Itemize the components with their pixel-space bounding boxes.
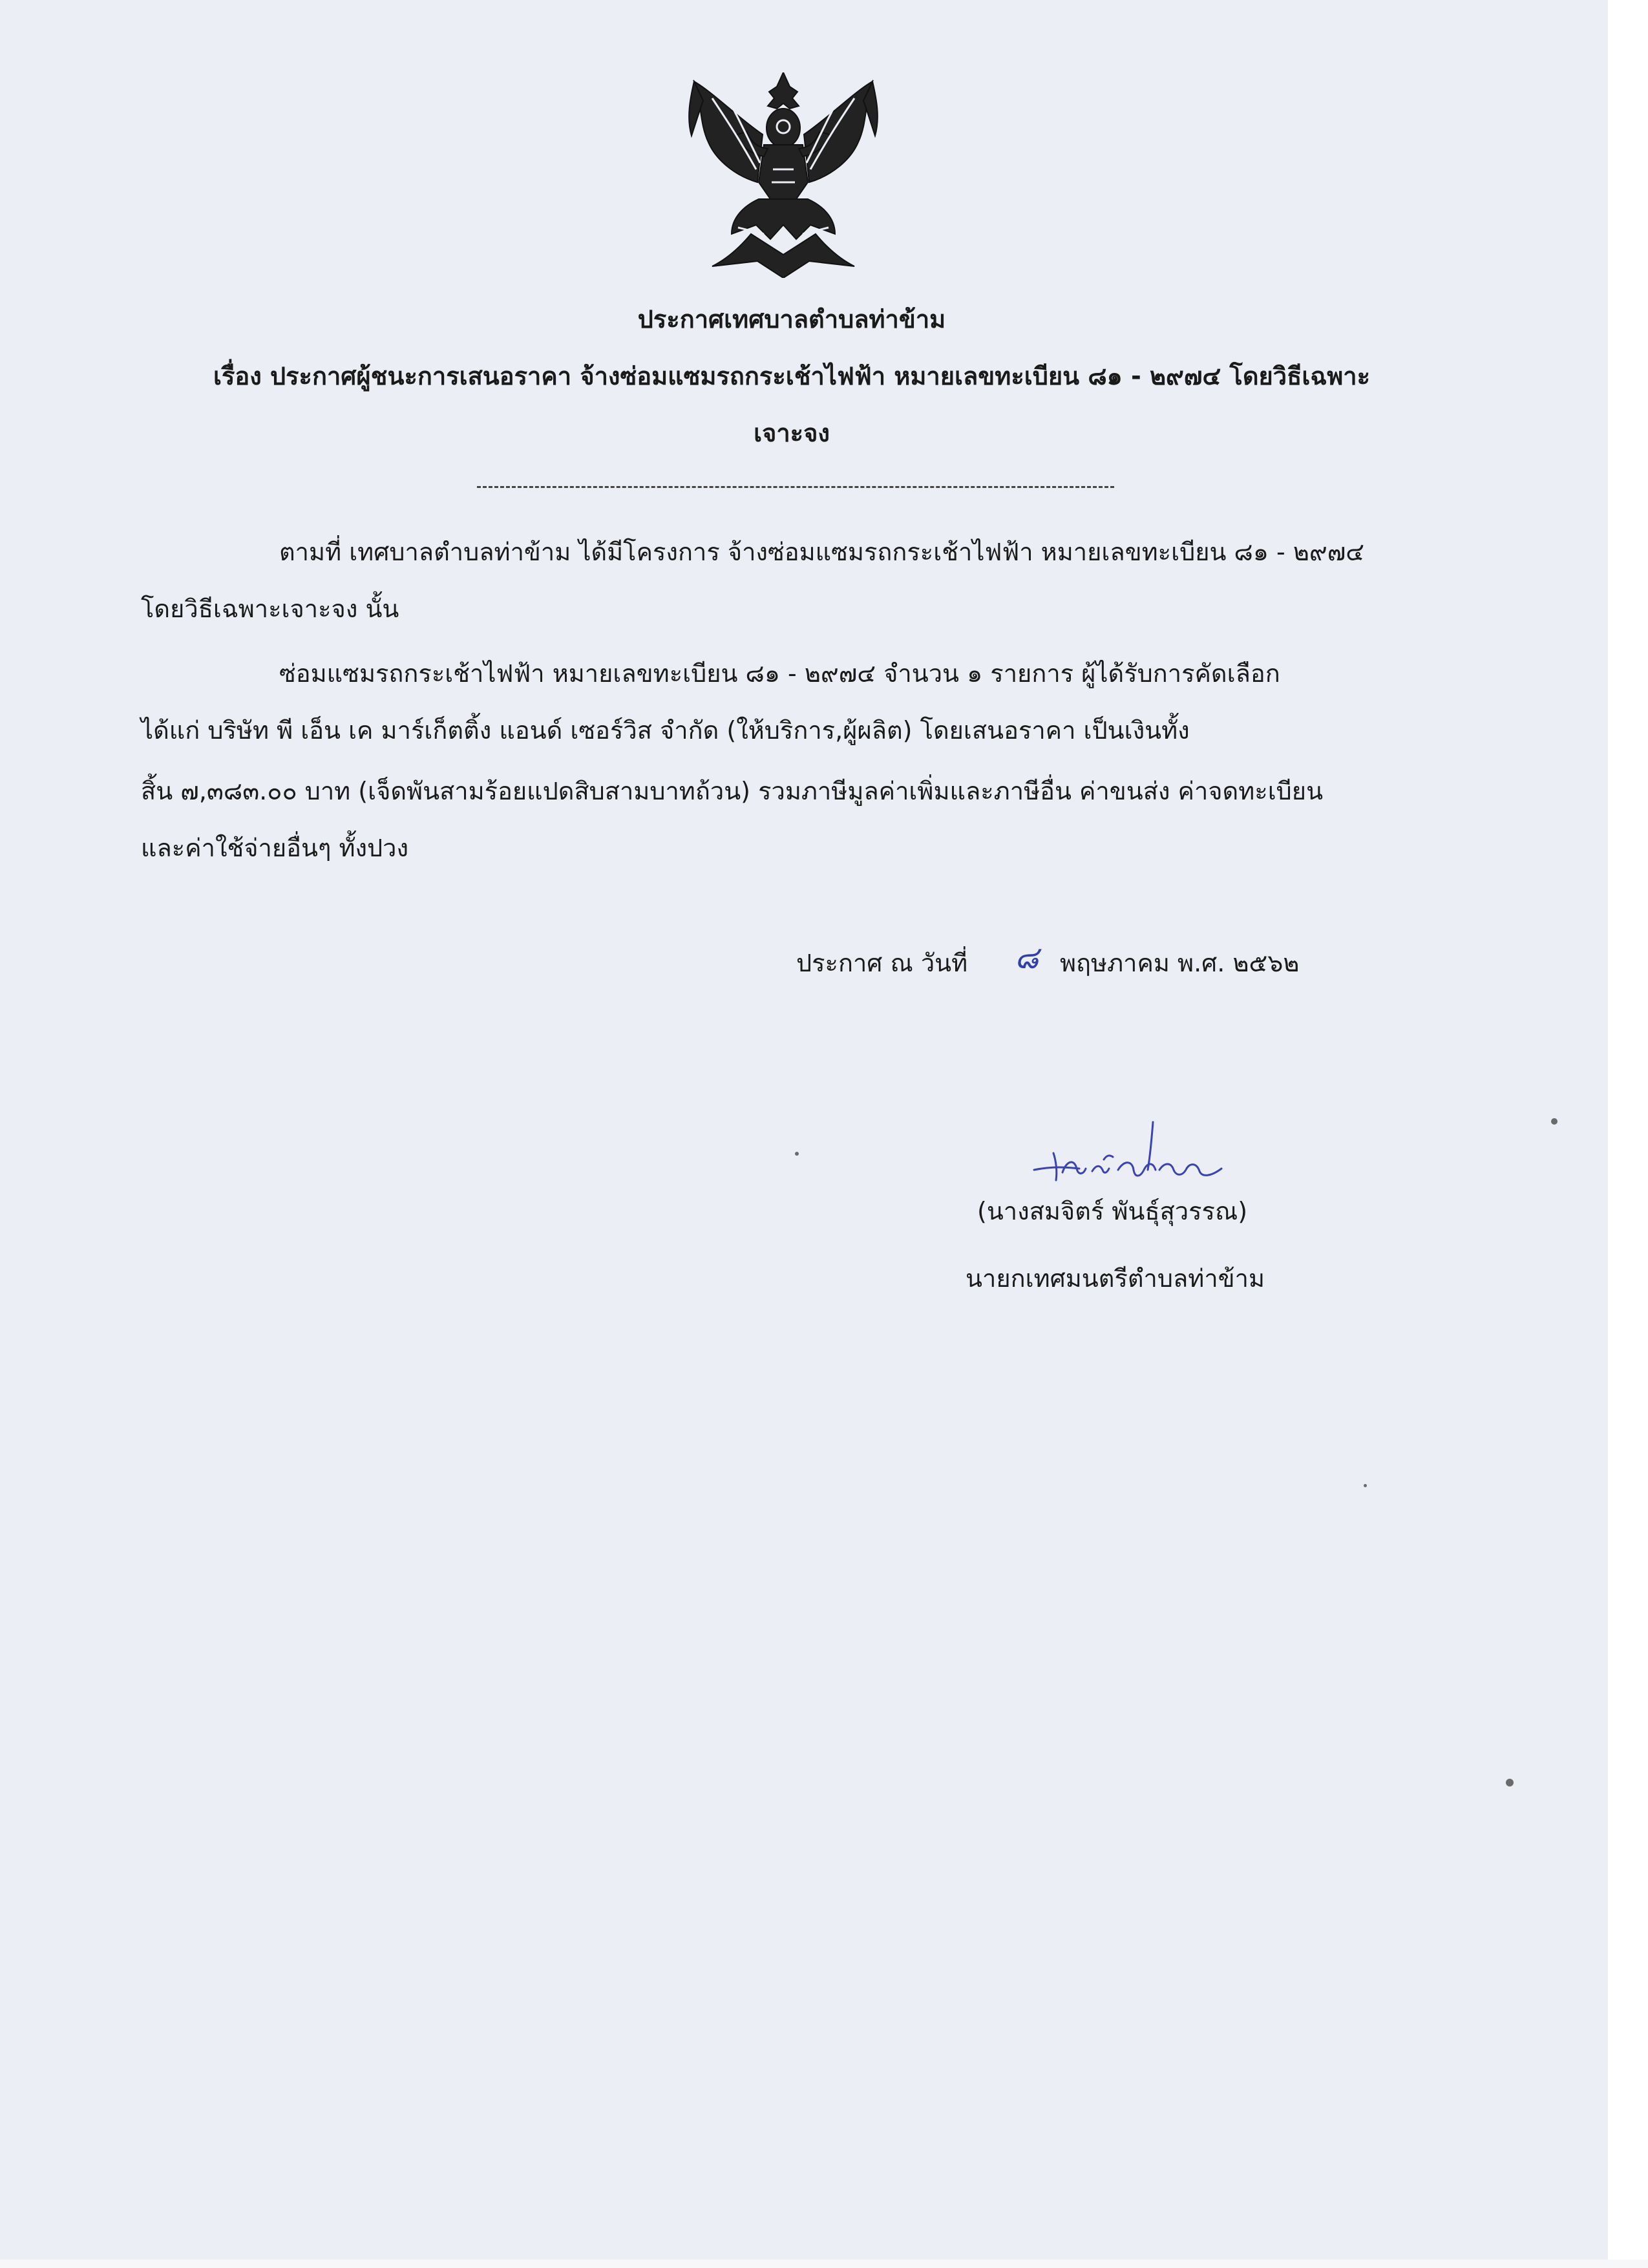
paper-speck — [1506, 1779, 1514, 1786]
garuda-emblem-icon — [686, 72, 880, 278]
paragraph-2-line-1: ซ่อมแซมรถกระเช้าไฟฟ้า หมายเลขทะเบียน ๘๑ - ๒๙๗๔ จำนวน ๑ รายการ ผู้ได้รับการคัดเลือก — [279, 659, 1280, 688]
paragraph-1-line-2: โดยวิธีเฉพาะเจาะจง นั้น — [141, 595, 399, 623]
paragraph-2-line-4: และค่าใช้จ่ายอื่นๆ ทั้งปวง — [141, 834, 409, 862]
dashed-divider — [477, 486, 1114, 488]
paragraph-2-line-2: ได้แก่ บริษัท พี เอ็น เค มาร์เก็ตติ้ง แอนด์ เซอร์วิส จำกัด (ให้บริการ,ผู้ผลิต) โดยเสนอราคา เป็นเงินทั้ง — [141, 716, 1190, 745]
paper-speck — [1364, 1484, 1367, 1487]
paragraph-1-line-1: ตามที่ เทศบาลตำบลท่าข้าม ได้มีโครงการ จ้างซ่อมแซมรถกระเช้าไฟฟ้า หมายเลขทะเบียน ๘๑ - ๒๙๗๔ — [279, 538, 1365, 566]
signatory-position: นายกเทศมนตรีตำบลท่าข้าม — [966, 1264, 1265, 1293]
paper-speck — [1551, 1118, 1558, 1125]
subject-line-2: เจาะจง — [754, 419, 830, 447]
handwritten-signature-icon — [1028, 1116, 1234, 1200]
announcement-date-prefix: ประกาศ ณ วันที่ — [796, 949, 968, 977]
subject-line-1: เรื่อง ประกาศผู้ชนะการเสนอราคา จ้างซ่อมแซมรถกระเช้าไฟฟ้า หมายเลขทะเบียน ๘๑ - ๒๙๗๔ โดยวิธีเฉพาะ — [213, 362, 1370, 390]
announcement-day-handwritten: ๘ — [1015, 940, 1039, 976]
paragraph-2-line-3: สิ้น ๗,๓๘๓.๐๐ บาท (เจ็ดพันสามร้อยแปดสิบสามบาทถ้วน) รวมภาษีมูลค่าเพิ่มและภาษีอื่น ค่าขนส่ง ค่าจดทะเบียน — [141, 777, 1324, 805]
page-edge-right — [1608, 0, 1648, 2268]
page-title: ประกาศเทศบาลตำบลท่าข้าม — [637, 305, 946, 334]
paper-speck — [795, 1152, 799, 1156]
page-edge-bottom — [0, 2260, 1648, 2268]
signatory-name: (นางสมจิตร์ พันธุ์สุวรรณ) — [977, 1197, 1248, 1225]
announcement-month-year: พฤษภาคม พ.ศ. ๒๕๖๒ — [1060, 949, 1300, 977]
